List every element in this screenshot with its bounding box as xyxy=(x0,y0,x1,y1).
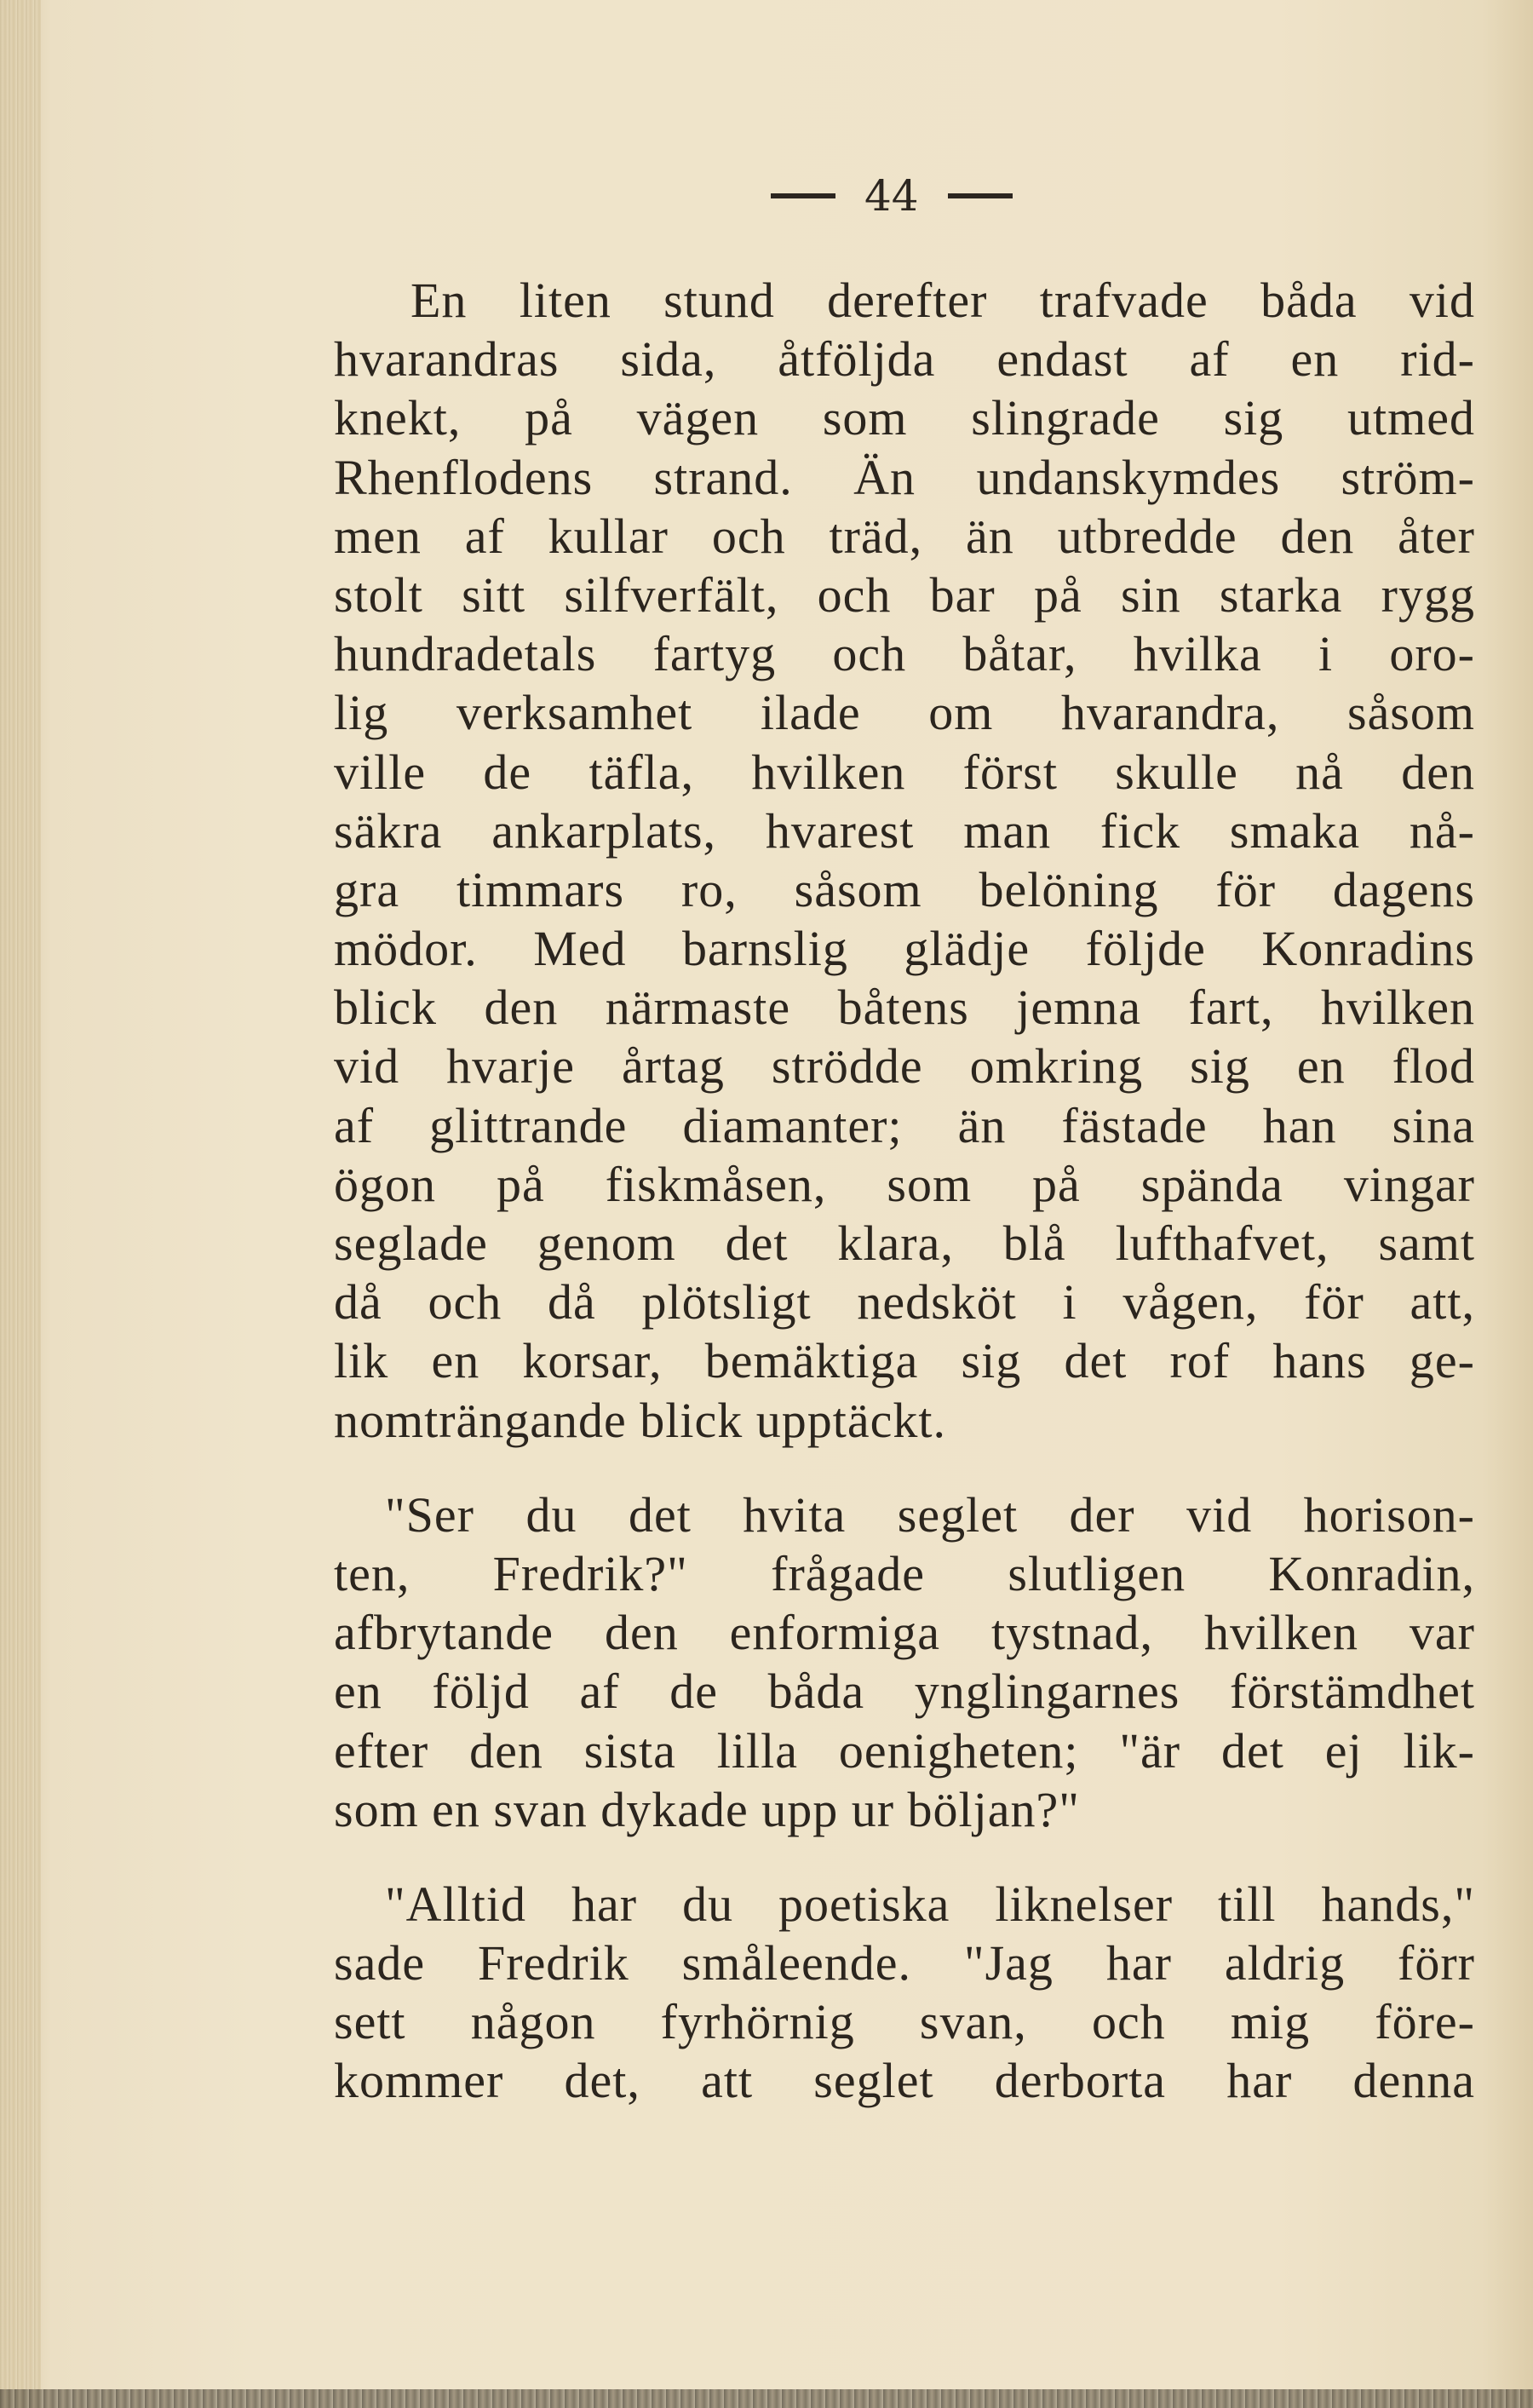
text-line: vid hvarje årtag strödde omkring sig en flod xyxy=(334,1038,1475,1095)
text-line: en följd af de båda ynglingarnes förstämdhet xyxy=(334,1664,1475,1720)
header-dash-left xyxy=(771,193,835,198)
text-line: sett någon fyrhörnig svan, och mig före- xyxy=(334,1994,1475,2050)
text-line: hvarandras sida, åtföljda endast af en rid- xyxy=(334,331,1475,388)
text-line: af glittrande diamanter; än fästade han sina xyxy=(334,1097,1475,1153)
paragraph-1 xyxy=(334,271,1475,1450)
text-line: mödor. Med barnslig glädje följde Konradins xyxy=(334,921,1475,977)
text-line: lik en korsar, bemäktiga sig det rof hans ge- xyxy=(334,1333,1475,1389)
text-line: stolt sitt silfverfält, och bar på sin starka rygg xyxy=(334,566,1475,623)
text-line: nomträngande blick upptäckt. xyxy=(334,1392,946,1448)
text-line: "Ser du det hvita seglet der vid horison- xyxy=(385,1486,1475,1543)
text-line: seglade genom det klara, blå lufthafvet, samt xyxy=(334,1215,1475,1271)
text-line: Rhenflodens strand. Än undanskymdes ström- xyxy=(334,449,1475,505)
body-text xyxy=(334,271,1475,2111)
page-header xyxy=(771,170,1013,221)
text-line: lig verksamhet ilade om hvarandra, såsom xyxy=(334,685,1475,741)
header-dash-right xyxy=(948,193,1013,198)
text-line: "Alltid har du poetiska liknelser till hands," xyxy=(385,1876,1475,1932)
text-line: säkra ankarplats, hvarest man fick smaka nå- xyxy=(334,802,1475,859)
text-line: men af kullar och träd, än utbredde den åter xyxy=(334,508,1475,564)
page-binding-edge xyxy=(0,0,41,2408)
text-line: sade Fredrik småleende. "Jag har aldrig förr xyxy=(334,1935,1475,1991)
text-line: ville de täfla, hvilken först skulle nå den xyxy=(334,744,1475,800)
text-line: hundradetals fartyg och båtar, hvilka i oro- xyxy=(334,626,1475,682)
text-line: gra timmars ro, såsom belöning för dagens xyxy=(334,861,1475,917)
text-line: efter den sista lilla oenigheten; "är det ej lik- xyxy=(334,1722,1475,1779)
page-bottom-edge xyxy=(0,2389,1533,2408)
paragraph-2 xyxy=(334,1486,1475,1839)
text-line: som en svan dykade upp ur böljan?" xyxy=(334,1781,1080,1837)
text-line: En liten stund derefter trafvade båda vid xyxy=(411,273,1475,328)
page-number: 44 xyxy=(864,171,919,221)
text-line: ten, Fredrik?" frågade slutligen Konradin, xyxy=(334,1545,1475,1601)
text-line: ögon på fiskmåsen, som på spända vingar xyxy=(334,1156,1475,1212)
paragraph-3 xyxy=(334,1875,1475,2111)
text-line: afbrytande den enformiga tystnad, hvilken var xyxy=(334,1605,1475,1661)
text-line: blick den närmaste båtens jemna fart, hvilken xyxy=(334,980,1475,1036)
text-line: knekt, på vägen som slingrade sig utmed xyxy=(334,390,1475,446)
text-line: då och då plötsligt nedsköt i vågen, för att, xyxy=(334,1274,1475,1330)
text-line: kommer det, att seglet derborta har denna xyxy=(334,2053,1475,2109)
